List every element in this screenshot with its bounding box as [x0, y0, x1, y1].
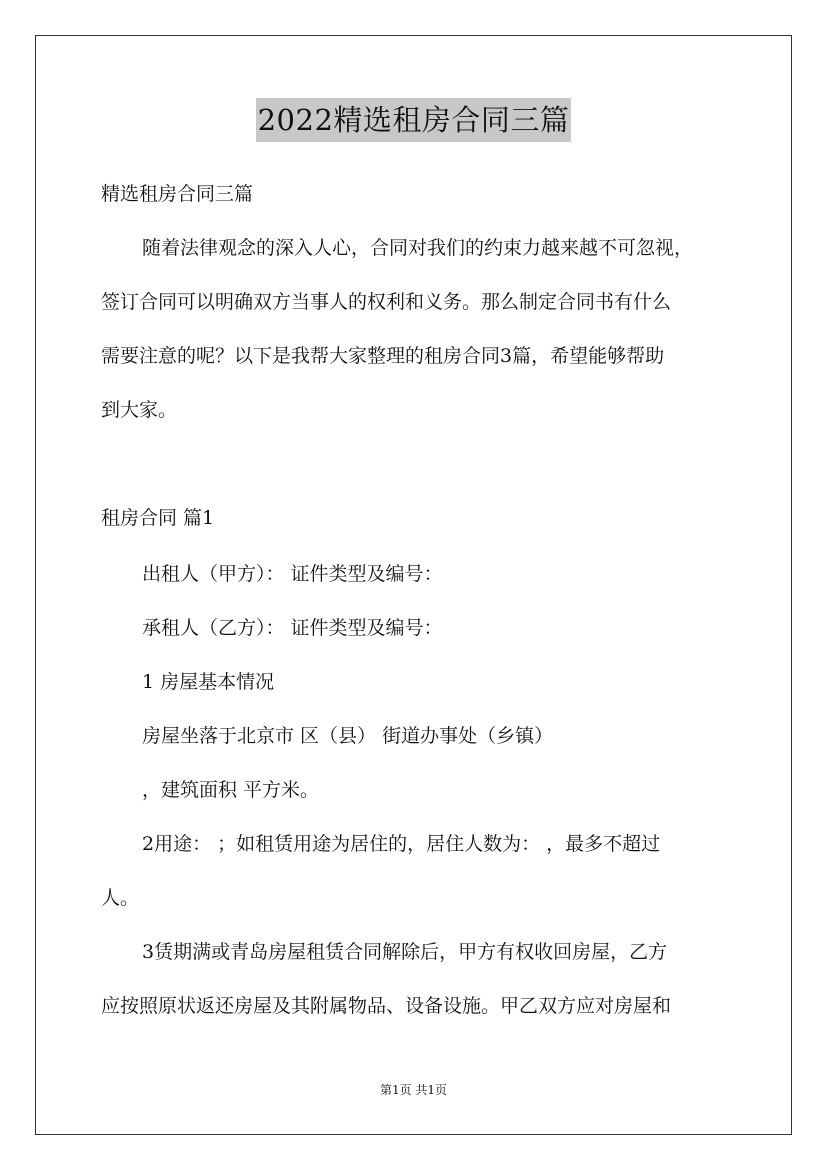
body-line-8: 3赁期满或青岛房屋租赁合同解除后，甲方有权收回房屋，乙方	[142, 941, 668, 963]
page-footer: 第1页 共1页	[379, 1083, 448, 1097]
intro-line-3: 需要注意的呢？以下是我帮大家整理的租房合同3篇，希望能够帮助	[101, 345, 665, 367]
body-line-2: 承租人（乙方）： 证件类型及编号：	[142, 617, 443, 639]
document-subtitle: 精选租房合同三篇	[101, 183, 254, 205]
body-line-7: 人。	[101, 887, 140, 909]
body-line-9: 应按照原状返还房屋及其附属物品、设备设施。甲乙双方应对房屋和	[101, 995, 672, 1017]
intro-line-2: 签订合同可以明确双方当事人的权利和义务。那么制定合同书有什么	[101, 291, 672, 313]
body-line-1: 出租人（甲方）： 证件类型及编号：	[142, 563, 443, 585]
section-heading: 租房合同 篇1	[101, 507, 215, 529]
body-line-5: ，建筑面积 平方米。	[142, 779, 320, 801]
body-line-3: 1 房屋基本情况	[142, 671, 275, 693]
title-container	[0, 98, 827, 142]
body-line-4: 房屋坐落于北京市 区（县） 街道办事处（乡镇）	[142, 725, 554, 747]
intro-line-4: 到大家。	[101, 399, 178, 421]
document-title: 2022精选租房合同三篇	[256, 98, 572, 142]
body-line-6: 2用途： ；如租赁用途为居住的，居住人数为： ，最多不超过	[142, 833, 661, 855]
intro-line-1: 随着法律观念的深入人心，合同对我们的约束力越来越不可忽视，	[142, 237, 694, 259]
